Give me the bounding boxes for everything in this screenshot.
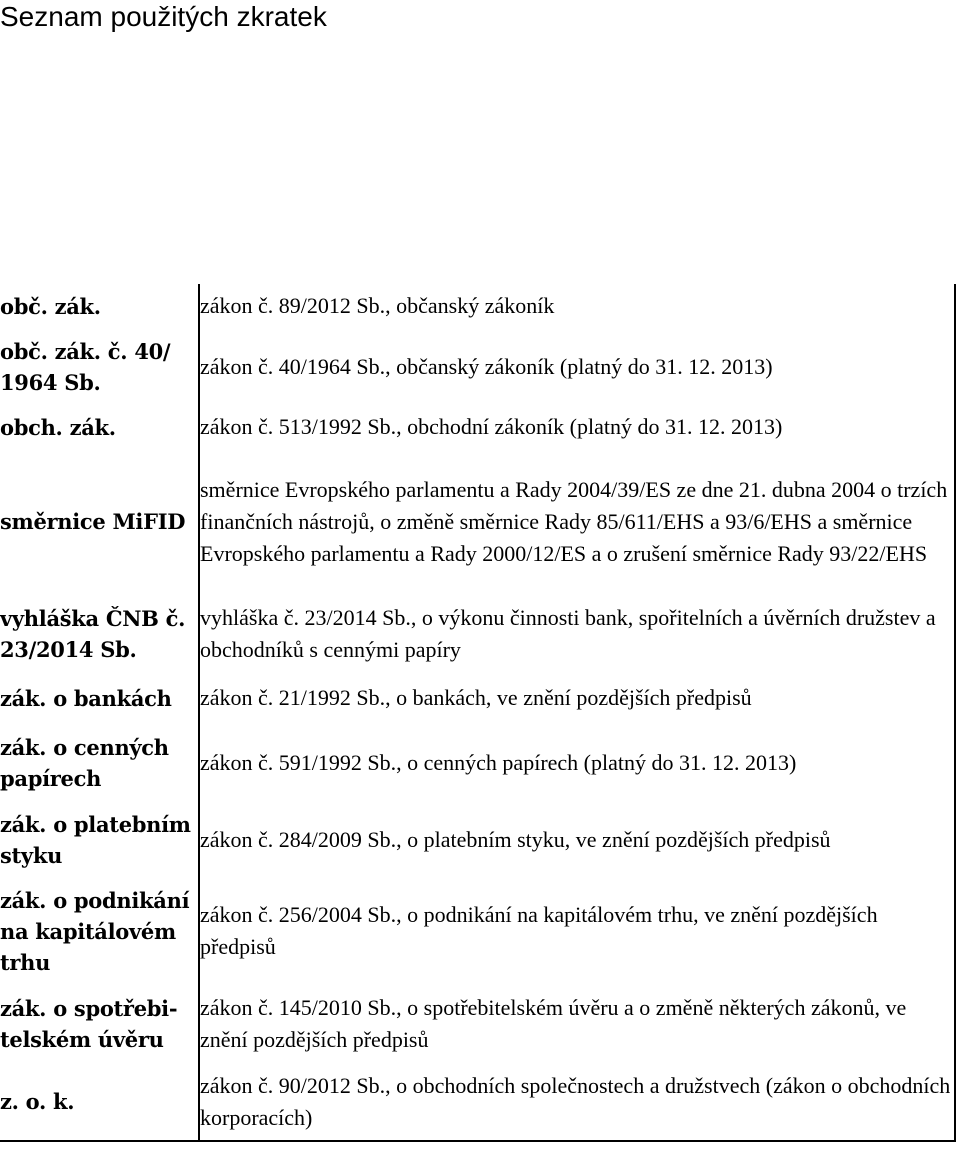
abbreviation-text: obč. zák. č. 40/ 1964 Sb.	[0, 339, 171, 395]
definition-cell: zákon č. 21/1992 Sb., o bankách, ve znění pozdějších předpisů	[199, 673, 955, 723]
table-row	[0, 723, 955, 803]
table-row	[0, 673, 955, 723]
definition-cell: zákon č. 145/2010 Sb., o spotřebitelském úvěru a o změně některých zákonů, ve znění pozdějších předpisů	[199, 985, 955, 1063]
abbreviation-cell: zák. o platebním styku	[0, 803, 199, 877]
abbreviation-cell: směrnice MiFID	[0, 448, 199, 595]
definition-cell: zákon č. 256/2004 Sb., o podnikání na kapitálovém trhu, ve znění pozdějších předpisů	[199, 877, 955, 985]
abbreviation-cell: zák. o spotřebi-telském úvěru	[0, 985, 199, 1063]
table-row	[0, 406, 955, 448]
definition-cell: vyhláška č. 23/2014 Sb., o výkonu činnosti bank, spořitelních a úvěrních družstev a obchodníků s cennými papíry	[199, 595, 955, 673]
table-row	[0, 284, 955, 328]
abbreviation-cell: obč. zák.	[0, 284, 199, 328]
table-row	[0, 1063, 955, 1141]
table-row	[0, 595, 955, 673]
table-row	[0, 448, 955, 595]
table-row	[0, 803, 955, 877]
table-row	[0, 328, 955, 406]
definition-cell: zákon č. 90/2012 Sb., o obchodních společnostech a družstvech (zákon o obchodních korporacích)	[199, 1063, 955, 1141]
abbreviation-cell: obch. zák.	[0, 406, 199, 448]
page-title: Seznam použitých zkratek	[0, 1, 327, 32]
definition-cell: směrnice Evropského parlamentu a Rady 2004/39/ES ze dne 21. dubna 2004 o trzích finančních nástrojů, o změně směrnice Rady 85/611/EHS a 93/6/EHS a směrnice Evropského parlamentu a Rady 2000/12/ES a o zrušení směrnice Rady 93/22/EHS	[199, 448, 955, 595]
table-row	[0, 877, 955, 985]
abbreviation-cell: zák. o bankách	[0, 673, 199, 723]
abbreviation-cell: z. o. k.	[0, 1063, 199, 1141]
definition-cell: zákon č. 284/2009 Sb., o platebním styku, ve znění pozdějších předpisů	[199, 803, 955, 877]
abbreviations-table	[0, 284, 956, 1142]
definition-cell: zákon č. 40/1964 Sb., občanský zákoník (platný do 31. 12. 2013)	[199, 328, 955, 406]
table-row	[0, 985, 955, 1063]
definition-cell: zákon č. 89/2012 Sb., občanský zákoník	[199, 284, 955, 328]
abbreviation-cell: vyhláška ČNB č. 23/2014 Sb.	[0, 595, 199, 673]
definition-cell: zákon č. 591/1992 Sb., o cenných papírech (platný do 31. 12. 2013)	[199, 723, 955, 803]
abbreviation-cell	[0, 328, 199, 406]
abbreviation-cell: zák. o cenných papírech	[0, 723, 199, 803]
definition-cell: zákon č. 513/1992 Sb., obchodní zákoník (platný do 31. 12. 2013)	[199, 406, 955, 448]
abbreviation-cell: zák. o podnikání na kapitálovém trhu	[0, 877, 199, 985]
